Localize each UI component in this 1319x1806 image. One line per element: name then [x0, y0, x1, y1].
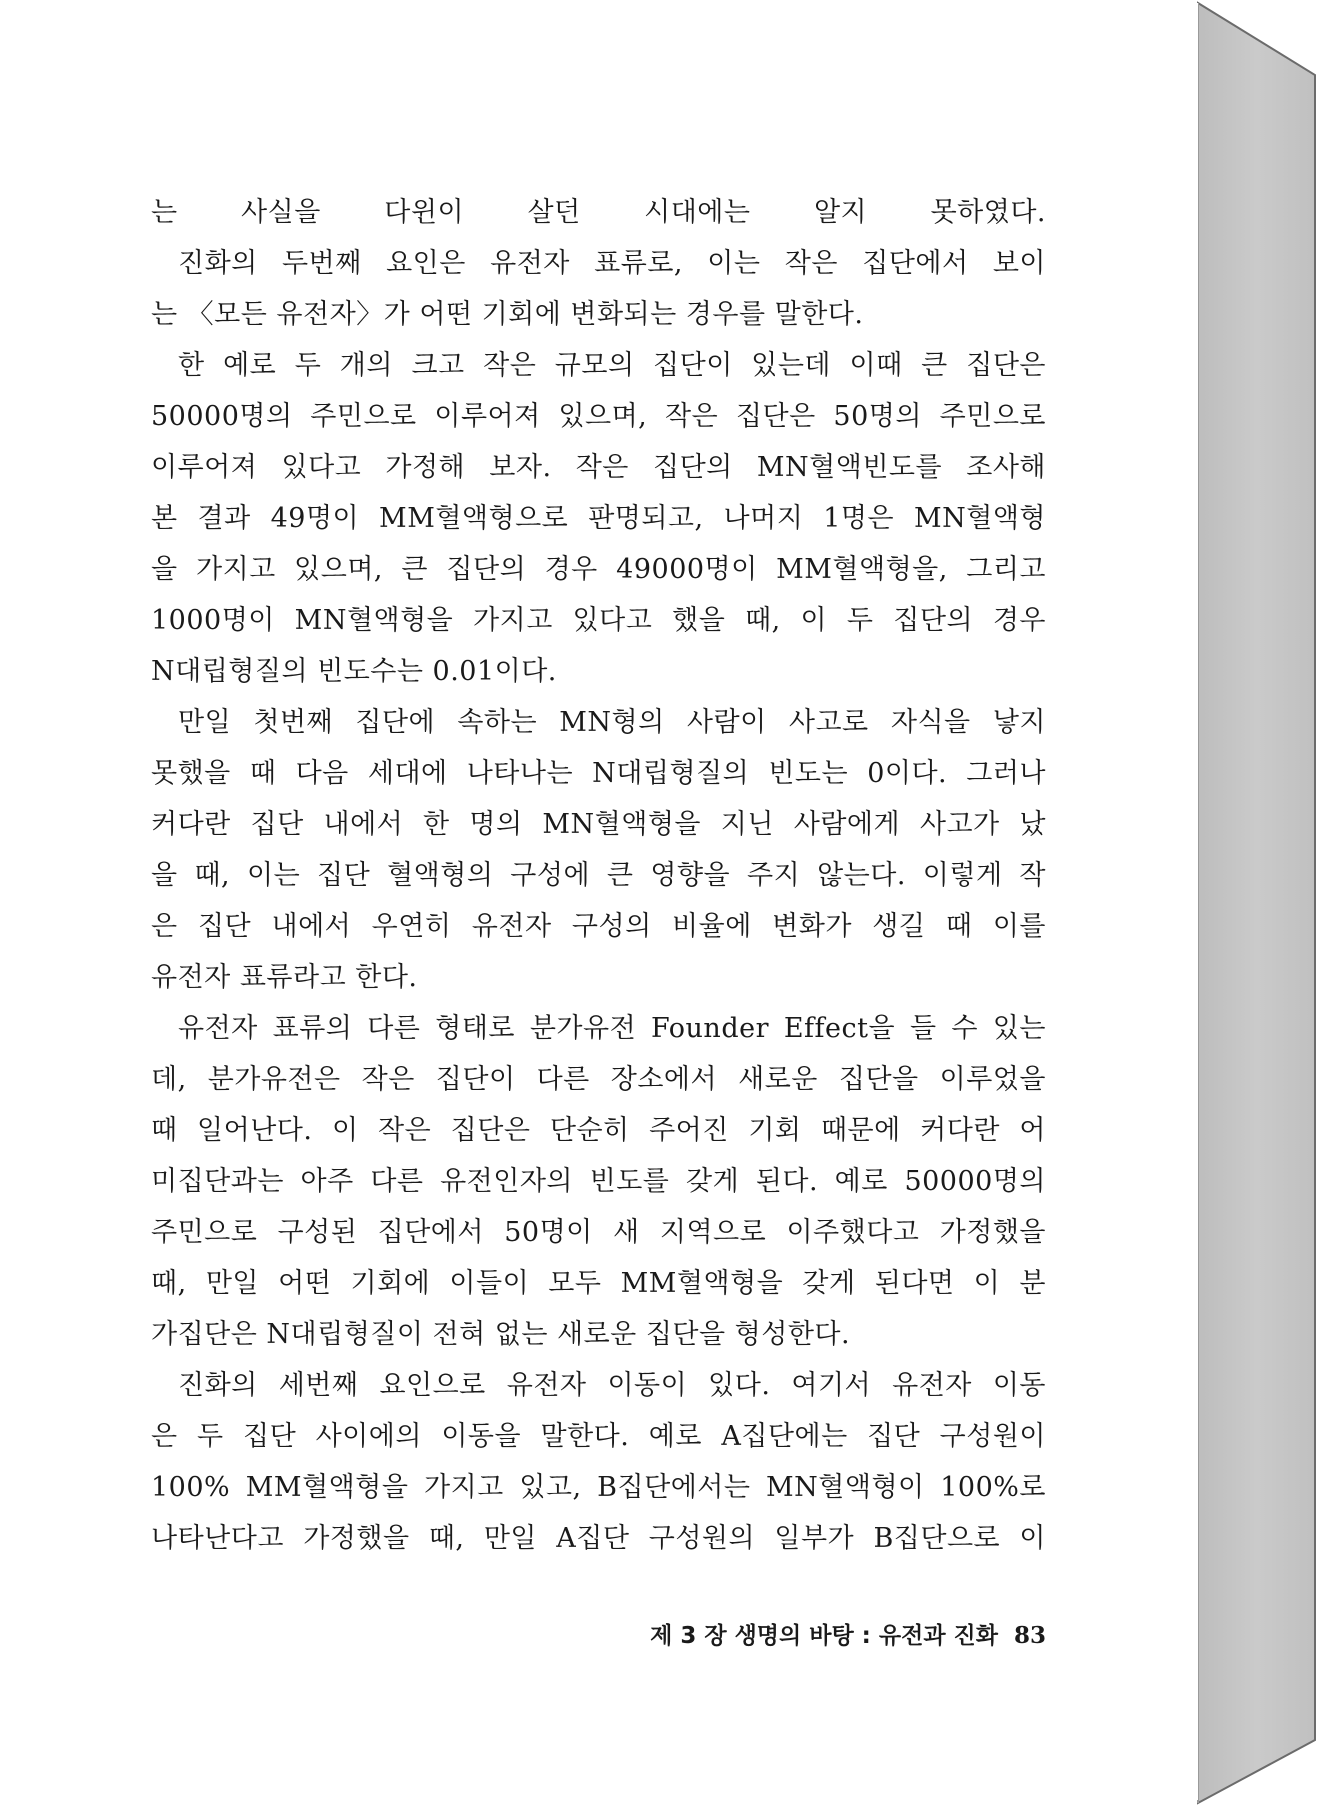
text-line: 유전자 표류라고 한다.	[151, 962, 418, 993]
text-line: 은 두 집단 사이에의 이동을 말한다. 예로 A집단에는 집단 구성원이	[151, 1421, 1046, 1452]
text-line: 때, 만일 어떤 기회에 이들이 모두 MM혈액형을 갖게 된다면 이 분	[151, 1268, 1046, 1299]
text-line: 은 집단 내에서 우연히 유전자 구성의 비율에 변화가 생길 때 이를	[151, 911, 1046, 942]
text-line: 는 〈모든 유전자〉가 어떤 기회에 변화되는 경우를 말한다.	[151, 299, 864, 330]
text-line: 본 결과 49명이 MM혈액형으로 판명되고, 나머지 1명은 MN혈액형	[151, 503, 1046, 534]
text-line: 한 예로 두 개의 크고 작은 규모의 집단이 있는데 이때 큰 집단은	[178, 350, 1046, 381]
book-spine	[1198, 3, 1315, 1803]
page-footer	[151, 1617, 1046, 1650]
text-line: 이루어져 있다고 가정해 보자. 작은 집단의 MN혈액빈도를 조사해	[151, 452, 1046, 483]
text-line: 커다란 집단 내에서 한 명의 MN혈액형을 지닌 사람에게 사고가 났	[151, 809, 1046, 840]
text-line: 100% MM혈액형을 가지고 있고, B집단에서는 MN혈액형이 100%로	[151, 1472, 1046, 1503]
text-line: 못했을 때 다음 세대에 나타나는 N대립형질의 빈도는 0이다. 그러나	[151, 758, 1046, 789]
text-line: 만일 첫번째 집단에 속하는 MN형의 사람이 사고로 자식을 낳지	[178, 707, 1046, 738]
text-line: 나타난다고 가정했을 때, 만일 A집단 구성원의 일부가 B집단으로 이	[151, 1523, 1046, 1554]
text-line: 주민으로 구성된 집단에서 50명이 새 지역으로 이주했다고 가정했을	[151, 1217, 1046, 1248]
text-line: 가집단은 N대립형질이 전혀 없는 새로운 집단을 형성한다.	[151, 1319, 851, 1350]
chapter-title: 제 3 장 생명의 바탕 : 유전과 진화	[650, 1623, 998, 1649]
text-line: 데, 분가유전은 작은 집단이 다른 장소에서 새로운 집단을 이루었을	[151, 1064, 1046, 1095]
text-line: 을 때, 이는 집단 혈액형의 구성에 큰 영향을 주지 않는다. 이렇게 작	[151, 860, 1046, 891]
text-line: N대립형질의 빈도수는 0.01이다.	[151, 656, 557, 687]
text-line: 는 사실을 다윈이 살던 시대에는 알지 못하였다.	[151, 197, 1046, 228]
text-line: 때 일어난다. 이 작은 집단은 단순히 주어진 기회 때문에 커다란 어	[151, 1115, 1046, 1146]
text-line: 1000명이 MN혈액형을 가지고 있다고 했을 때, 이 두 집단의 경우	[151, 605, 1046, 636]
text-line: 유전자 표류의 다른 형태로 분가유전 Founder Effect을 들 수 있는	[178, 1013, 1046, 1044]
text-line: 미집단과는 아주 다른 유전인자의 빈도를 갖게 된다. 예로 50000명의	[151, 1166, 1046, 1197]
text-line: 을 가지고 있으며, 큰 집단의 경우 49000명이 MM혈액형을, 그리고	[151, 554, 1046, 585]
page-body-text	[151, 187, 1046, 1564]
text-line: 진화의 세번째 요인으로 유전자 이동이 있다. 여기서 유전자 이동	[178, 1370, 1046, 1401]
text-line: 진화의 두번째 요인은 유전자 표류로, 이는 작은 집단에서 보이	[178, 248, 1046, 279]
text-line: 50000명의 주민으로 이루어져 있으며, 작은 집단은 50명의 주민으로	[151, 401, 1046, 432]
page-number: 83	[1013, 1622, 1046, 1649]
